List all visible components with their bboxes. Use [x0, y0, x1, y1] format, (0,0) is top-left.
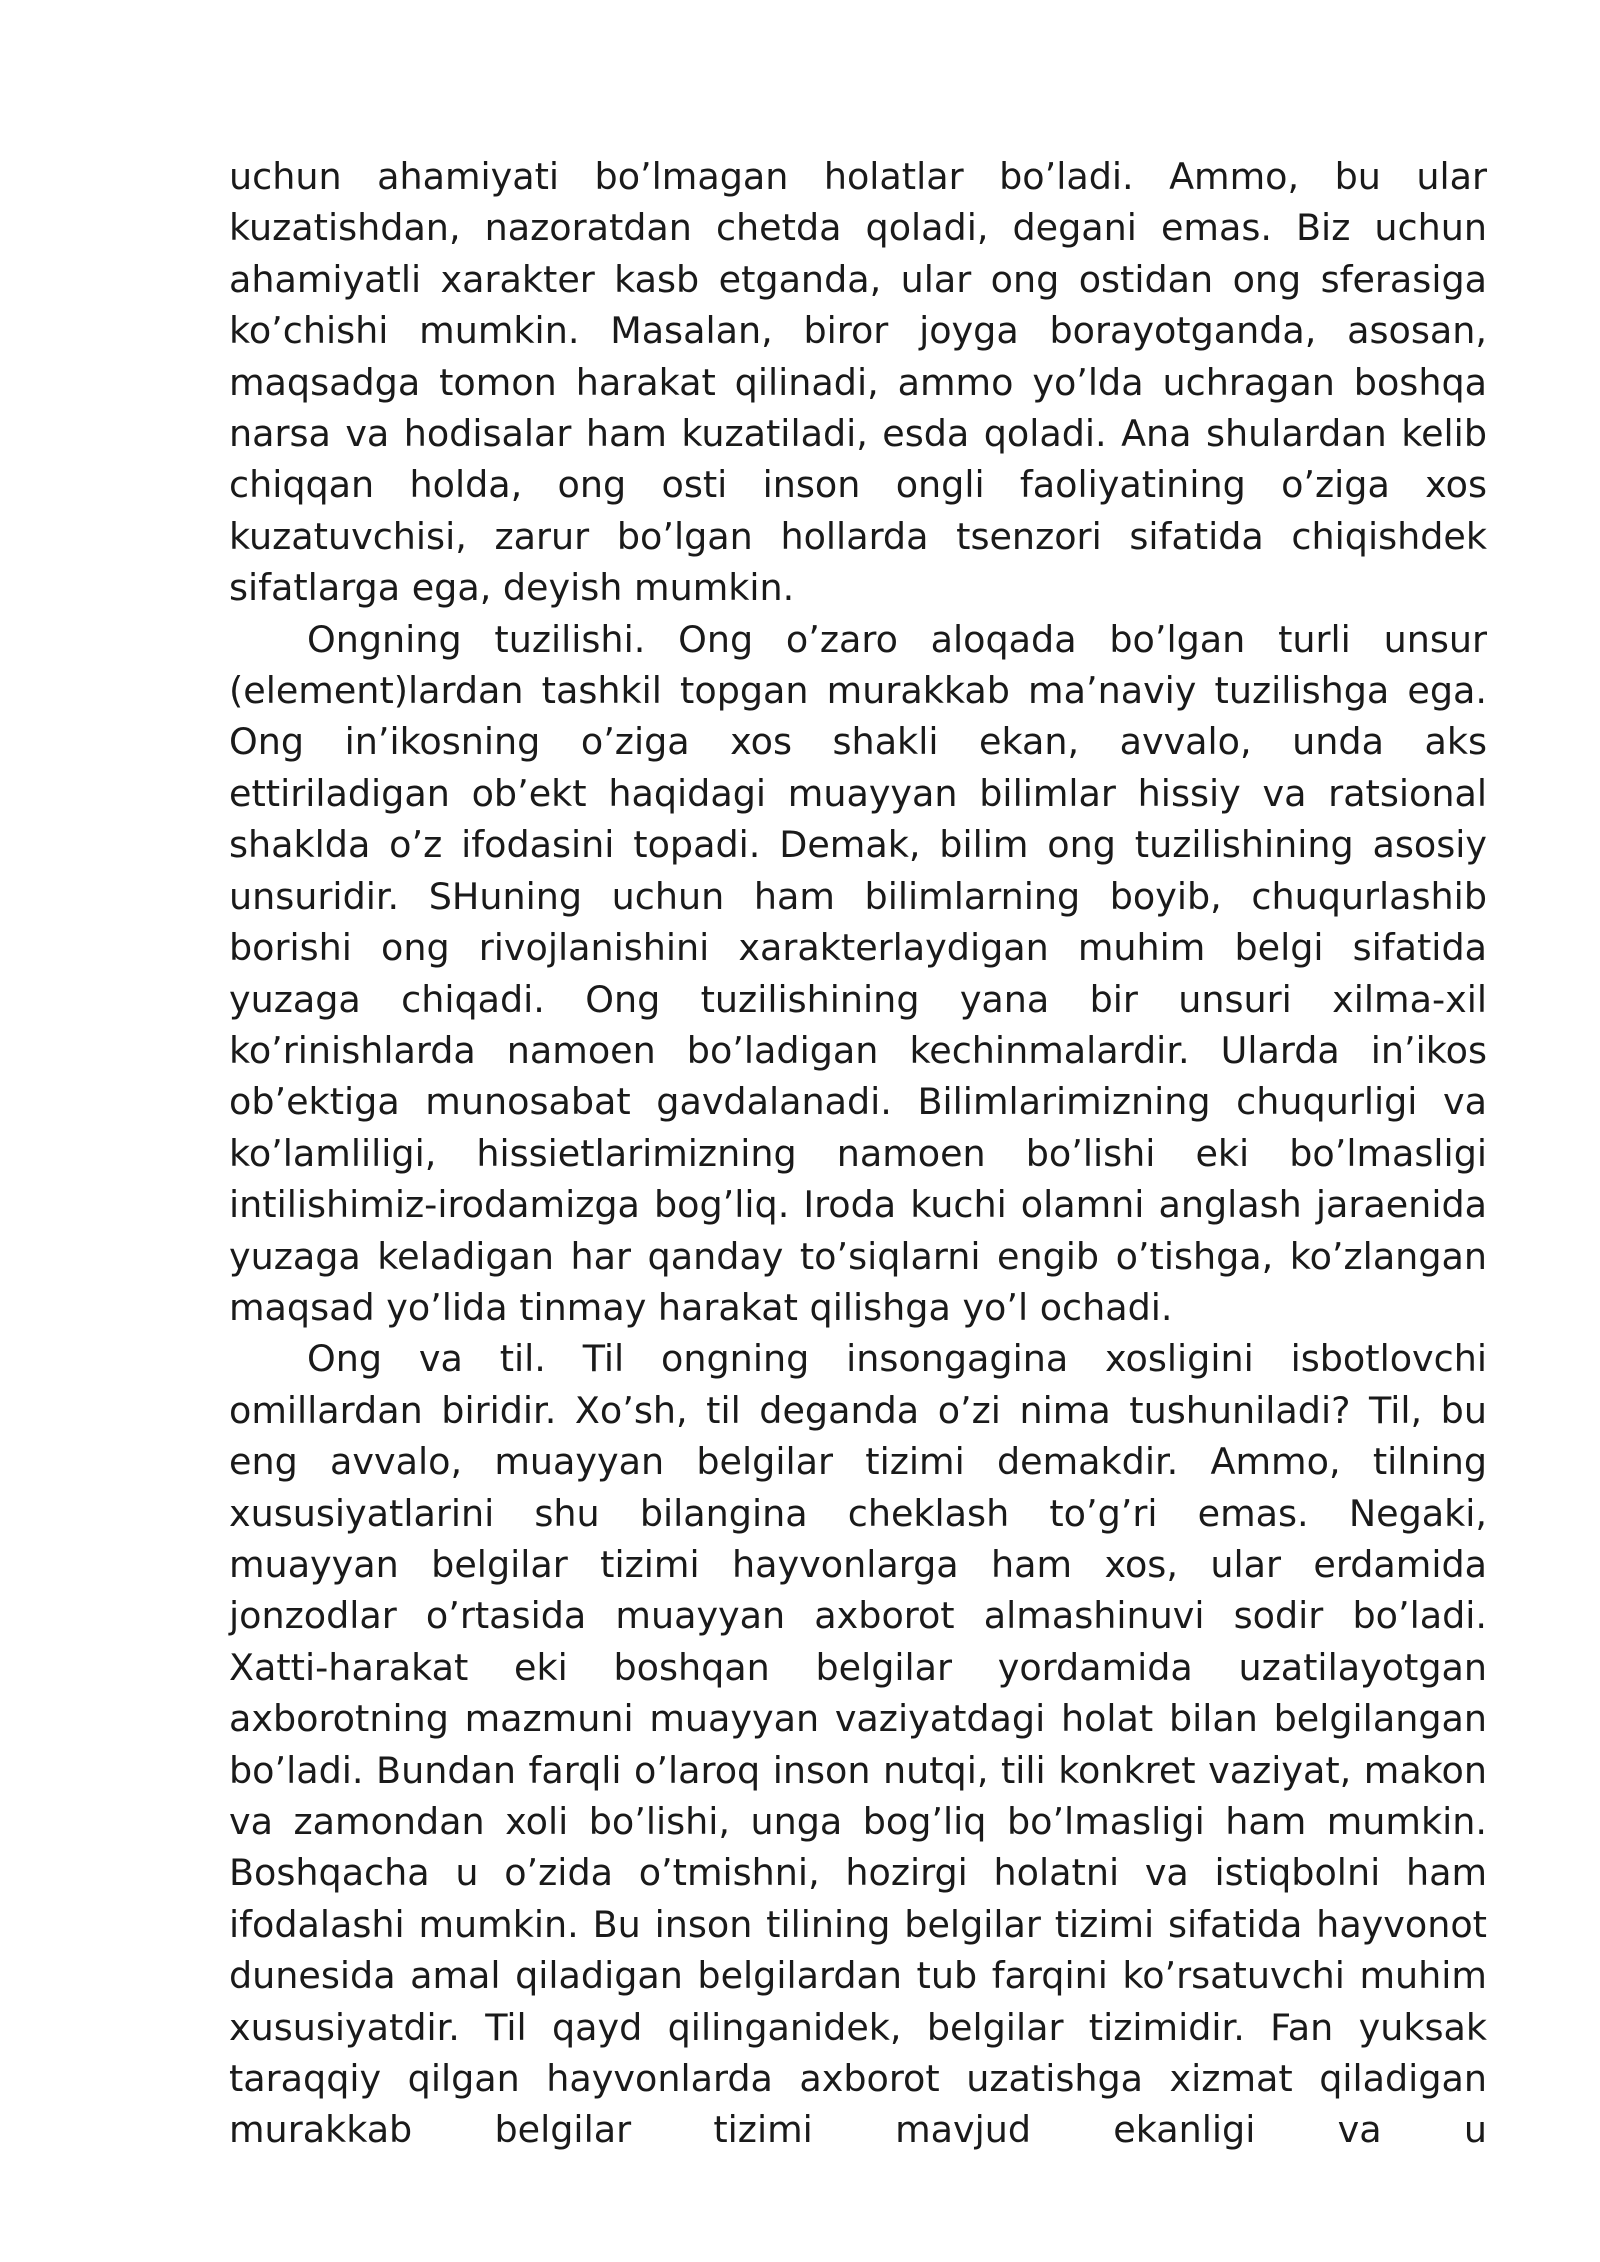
paragraph-continuation: uchun ahamiyati bo’lmagan holatlar bo’ladi. Ammo, bu ular kuzatishdan, nazoratdan chetda qoladi, degani emas. Biz uchun ahamiyatli xarakter kasb etganda, ular ong ostidan ong sferasiga ko’chishi mumkin. Masalan, biror joyga borayotganda, asosan, maqsadga tomon harakat qilinadi, ammo yo’lda uchragan boshqa narsa va hodisalar ham kuzatiladi, esda qoladi. Ana shulardan kelib chiqqan holda, ong osti inson ongli faoliyatining o’ziga xos kuzatuvchisi, zarur bo’lgan hollarda tsenzori sifatida chiqishdek sifatlarga ega, deyish mumkin.: [229, 155, 1487, 610]
document-page: [229, 151, 1487, 2156]
paragraph-ong-va-til: Ong va til. Til ongning insongagina xosligini isbotlovchi omillardan biridir. Xo’sh, til deganda o’zi nima tushuniladi? Til, bu eng avvalo, muayyan belgilar tizimi demakdir. Ammo, tilning xususiyatlarini shu bilangina cheklash to’g’ri emas. Negaki, muayyan belgilar tizimi hayvonlarga ham xos, ular erdamida jonzodlar o’rtasida muayyan axborot almashinuvi sodir bo’ladi. Xatti-harakat eki boshqan belgilar yordamida uzatilayotgan axborotning mazmuni muayyan vaziyatdagi holat bilan belgilangan bo’ladi. Bundan farqli o’laroq inson nutqi, tili konkret vaziyat, makon va zamondan xoli bo’lishi, unga bog’liq bo’lmasligi ham mumkin. Boshqacha u o’zida o’tmishni, hozirgi holatni va istiqbolni ham ifodalashi mumkin. Bu inson tilining belgilar tizimi sifatida hayvonot dunesida amal qiladigan belgilardan tub farqini ko’rsatuvchi muhim xususiyatdir. Til qayd qilinganidek, belgilar tizimidir. Fan yuksak taraqqiy qilgan hayvonlarda axborot uzatishga xizmat qiladigan murakkab belgilar tizimi mavjud ekanligi va u: [229, 1337, 1487, 2152]
paragraph-ong-tuzilishi: Ongning tuzilishi. Ong o’zaro aloqada bo’lgan turli unsur (element)lardan tashkil topgan murakkab ma’naviy tuzilishga ega. Ong in’ikosning o’ziga xos shakli ekan, avvalo, unda aks ettiriladigan ob’ekt haqidagi muayyan bilimlar hissiy va ratsional shaklda o’z ifodasini topadi. Demak, bilim ong tuzilishining asosiy unsuridir. SHuning uchun ham bilimlarning boyib, chuqurlashib borishi ong rivojlanishini xarakterlaydigan muhim belgi sifatida yuzaga chiqadi. Ong tuzilishining yana bir unsuri xilma-xil ko’rinishlarda namoen bo’ladigan kechinmalardir. Ularda in’ikos ob’ektiga munosabat gavdalanadi. Bilimlarimizning chuqurligi va ko’lamliligi, hissietlarimizning namoen bo’lishi eki bo’lmasligi intilishimiz-irodamizga bog’liq. Iroda kuchi olamni anglash jaraenida yuzaga keladigan har qanday to’siqlarni engib o’tishga, ko’zlangan maqsad yo’lida tinmay harakat qilishga yo’l ochadi.: [229, 617, 1487, 1329]
